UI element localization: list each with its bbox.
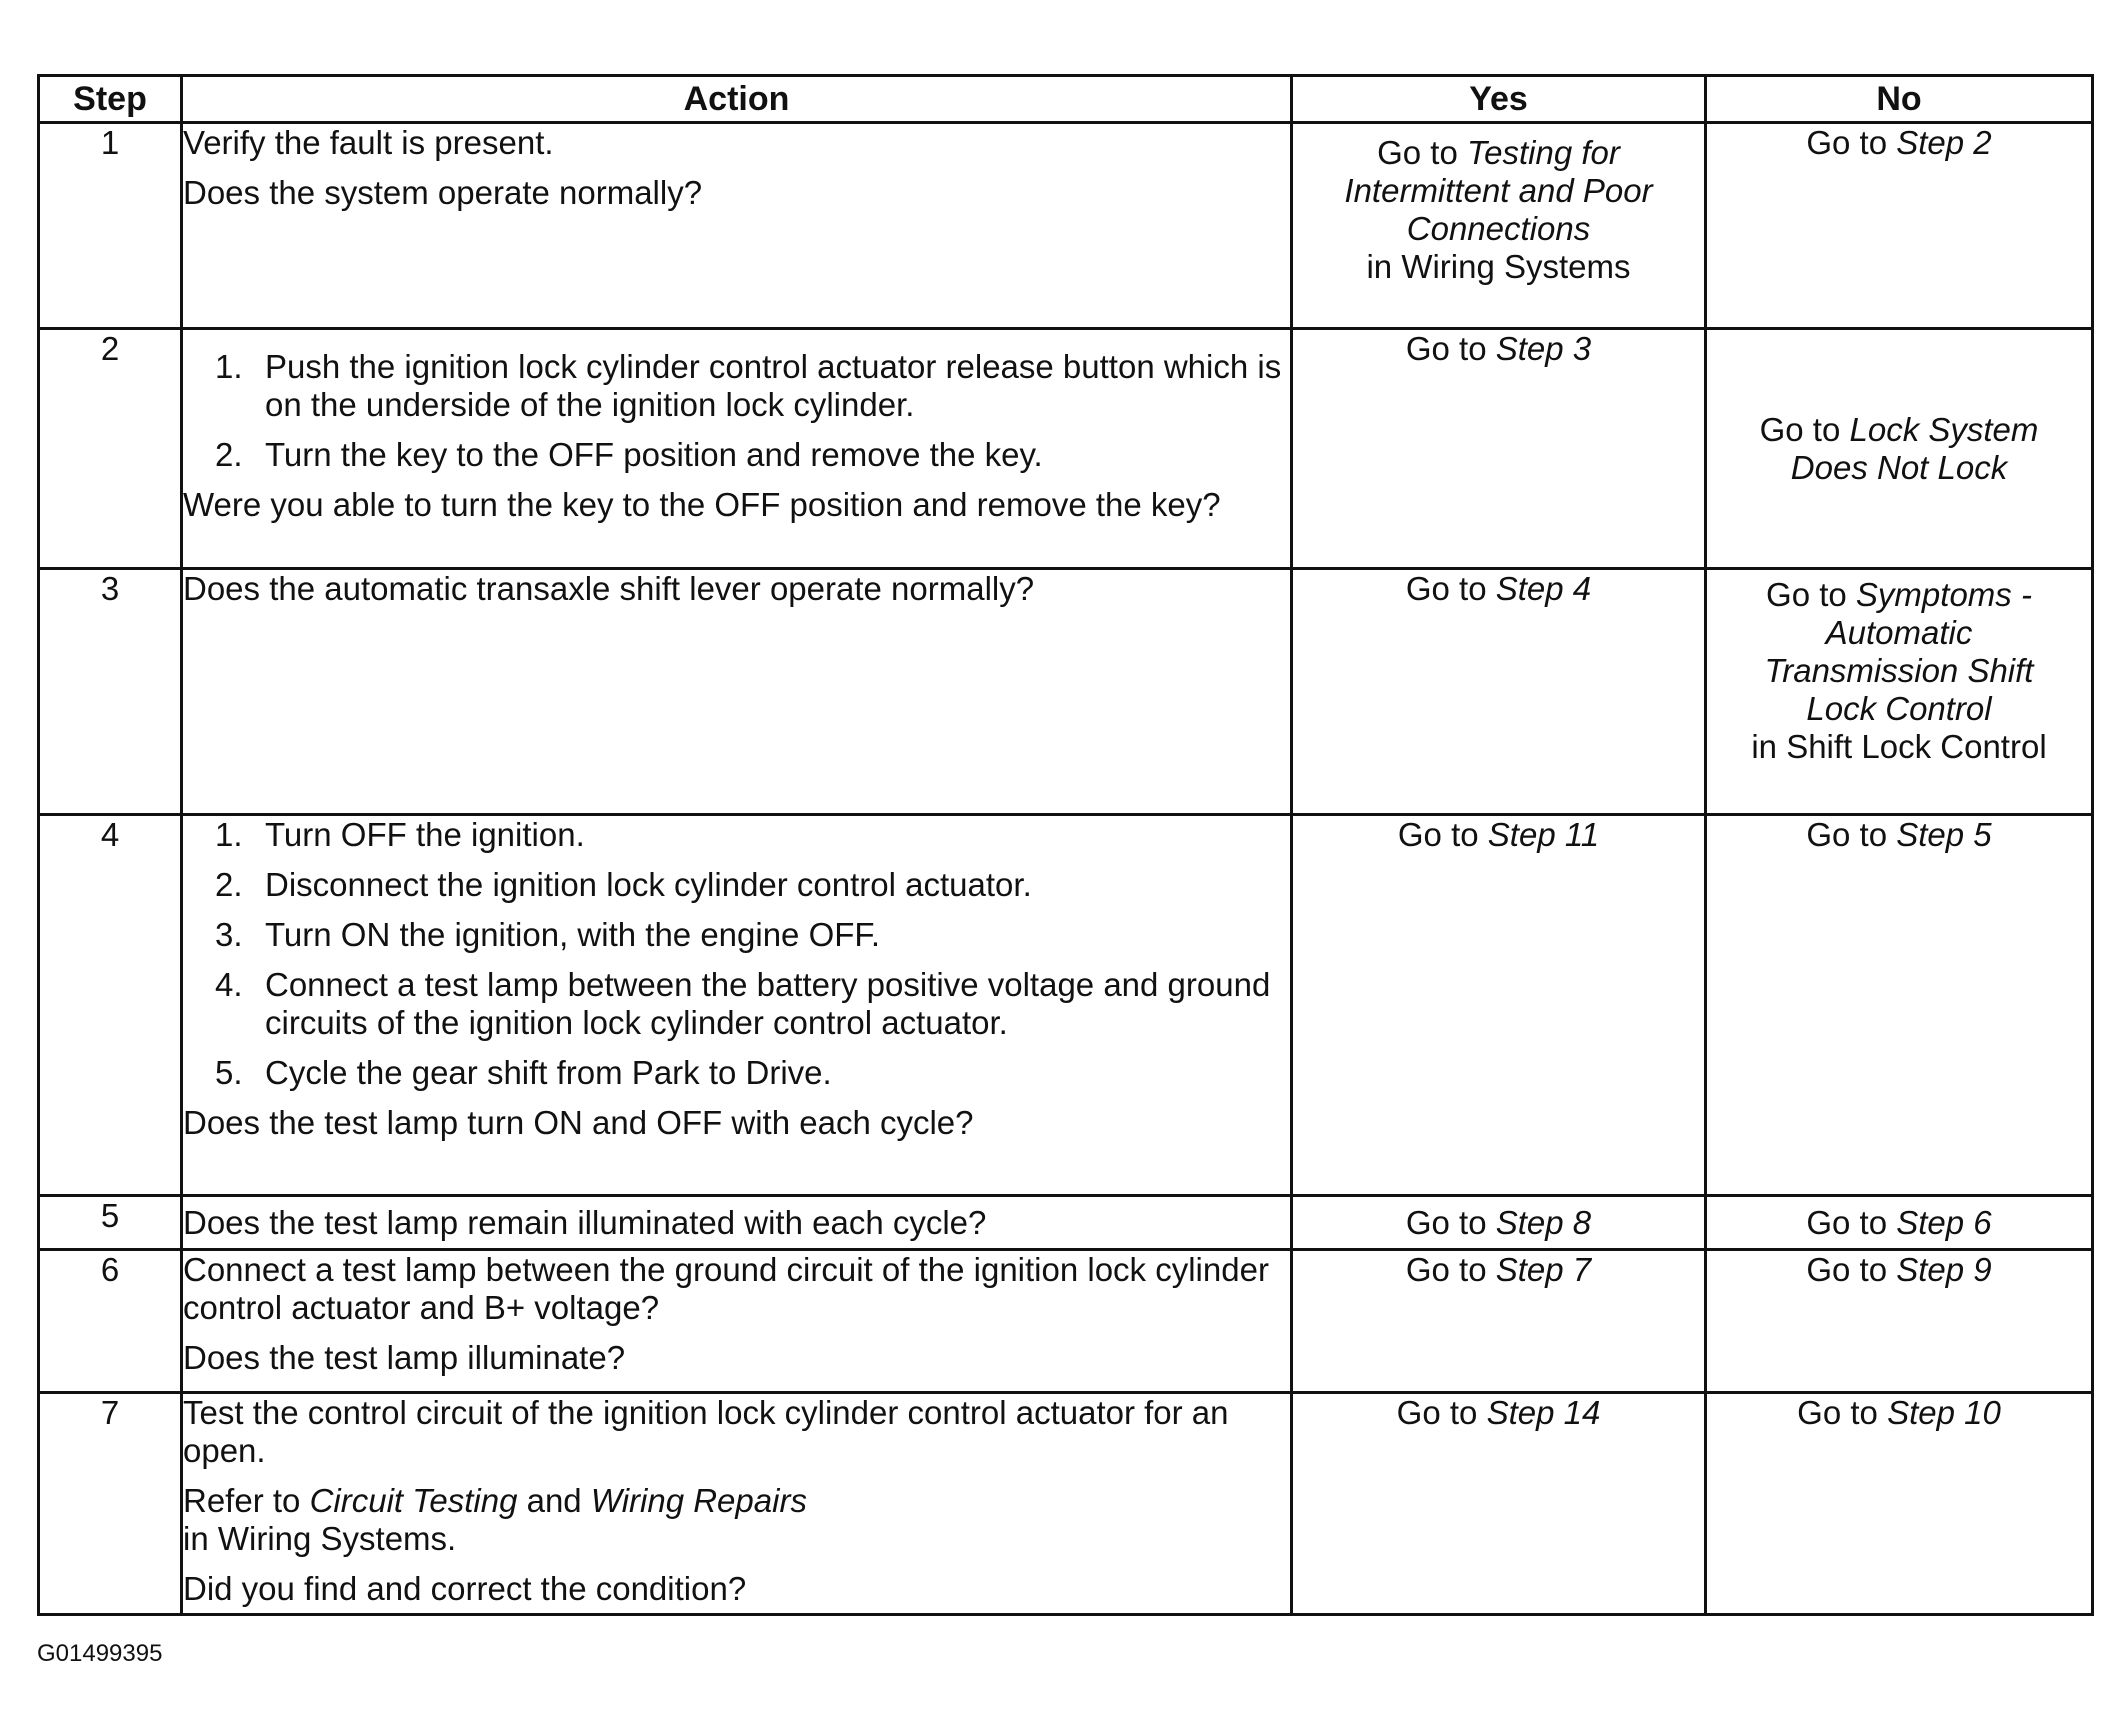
action-cell xyxy=(182,1250,1292,1393)
goto-text: Go to xyxy=(1405,1251,1496,1288)
goto-text: Go to xyxy=(1397,816,1488,853)
no-cell xyxy=(1706,1196,2093,1250)
goto-text: Go to xyxy=(1396,1394,1487,1431)
action-cell xyxy=(182,329,1292,569)
no-cell xyxy=(1706,815,2093,1196)
step-number: 4 xyxy=(39,815,182,1196)
yes-cell xyxy=(1292,1250,1706,1393)
step-link[interactable]: Step 3 xyxy=(1495,330,1592,367)
action-question: Does the test lamp illuminate? xyxy=(183,1339,626,1376)
table-row xyxy=(39,329,2093,569)
procedure-link[interactable]: Lock System Does Not Lock xyxy=(1790,410,2039,486)
no-cell xyxy=(1706,329,2093,569)
yes-cell xyxy=(1292,123,1706,329)
step-link[interactable]: Step 8 xyxy=(1495,1203,1592,1241)
reference-location: in Shift Lock Control xyxy=(1751,728,2047,765)
substep-item: 4. Connect a test lamp between the battery positive voltage and ground circuits of the ignition lock cylinder control actuator. xyxy=(215,966,1271,1041)
step-link[interactable]: Step 9 xyxy=(1896,1251,1992,1288)
table-row xyxy=(39,815,2093,1196)
reference-location: in Wiring Systems. xyxy=(183,1520,457,1557)
table-row xyxy=(39,1250,2093,1393)
action-cell xyxy=(182,1393,1292,1615)
goto-text: Go to xyxy=(1806,1251,1897,1288)
goto-text: Go to xyxy=(1405,1203,1496,1241)
action-question: Does the automatic transaxle shift lever operate normally? xyxy=(183,570,1035,607)
action-question: Does the test lamp turn ON and OFF with each cycle? xyxy=(183,1104,974,1141)
yes-cell xyxy=(1292,815,1706,1196)
step-number: 5 xyxy=(39,1196,182,1250)
step-link[interactable]: Step 11 xyxy=(1487,816,1600,853)
yes-cell xyxy=(1292,569,1706,815)
goto-text: Go to xyxy=(1405,570,1496,607)
table-row xyxy=(39,1196,2093,1250)
action-instruction: Test the control circuit of the ignition lock cylinder control actuator for an open. xyxy=(183,1394,1229,1469)
action-question: Did you find and correct the condition? xyxy=(183,1570,747,1607)
no-cell xyxy=(1706,569,2093,815)
step-link[interactable]: Step 5 xyxy=(1896,816,1992,853)
step-link[interactable]: Step 14 xyxy=(1486,1394,1601,1431)
action-question: Does the test lamp remain illuminated with each cycle? xyxy=(183,1203,987,1241)
figure-code: G01499395 xyxy=(37,1640,163,1667)
step-link[interactable]: Step 2 xyxy=(1896,124,1992,161)
substep-list xyxy=(183,816,1290,1092)
action-cell xyxy=(182,123,1292,329)
substep-item: 1. Push the ignition lock cylinder control actuator release button which is on the underside of the ignition lock cylinder. xyxy=(215,348,1282,423)
step-number: 6 xyxy=(39,1250,182,1393)
step-number: 3 xyxy=(39,569,182,815)
yes-cell xyxy=(1292,1393,1706,1615)
yes-cell xyxy=(1292,1196,1706,1250)
table-header-row xyxy=(39,76,2093,123)
substep-item: 2. Disconnect the ignition lock cylinder control actuator. xyxy=(215,866,1032,903)
action-question: Were you able to turn the key to the OFF position and remove the key? xyxy=(183,486,1221,523)
step-link[interactable]: Step 7 xyxy=(1495,1251,1592,1288)
substep-item: 1. Turn OFF the ignition. xyxy=(215,816,585,853)
step-link[interactable]: Step 4 xyxy=(1495,570,1592,607)
action-cell xyxy=(182,1196,1292,1250)
goto-text: Go to xyxy=(1766,576,1856,613)
goto-text: Go to xyxy=(1759,410,1850,448)
procedure-link[interactable]: Symptoms - Automatic Transmission Shift Lock Control xyxy=(1764,576,2034,727)
action-question: Does the system operate normally? xyxy=(183,174,703,211)
goto-text: Go to xyxy=(1797,1394,1888,1431)
action-instruction: Verify the fault is present. xyxy=(183,124,554,161)
substep-list xyxy=(183,348,1290,474)
goto-text: Go to xyxy=(1377,134,1467,171)
substep-item: 2. Turn the key to the OFF position and remove the key. xyxy=(215,436,1043,473)
header-no: No xyxy=(1706,76,2093,123)
reference-location: in Wiring Systems xyxy=(1366,248,1631,285)
table-row xyxy=(39,123,2093,329)
yes-cell xyxy=(1292,329,1706,569)
diagnostic-table xyxy=(37,74,2094,1616)
circuit-testing-link[interactable]: Circuit Testing xyxy=(309,1482,518,1519)
step-link[interactable]: Step 10 xyxy=(1887,1394,2001,1431)
wiring-repairs-link[interactable]: Wiring Repairs xyxy=(590,1482,807,1519)
header-step: Step xyxy=(39,76,182,123)
substep-item: 3. Turn ON the ignition, with the engine OFF. xyxy=(215,916,881,953)
reference-paragraph: Refer to Circuit Testing and Wiring Repairs in Wiring Systems. xyxy=(183,1482,807,1557)
action-instruction: Connect a test lamp between the ground circuit of the ignition lock cylinder control actuator and B+ voltage? xyxy=(183,1251,1269,1326)
no-cell xyxy=(1706,1393,2093,1615)
goto-text: Go to xyxy=(1806,1203,1897,1241)
table-row xyxy=(39,1393,2093,1615)
action-cell xyxy=(182,569,1292,815)
step-number: 2 xyxy=(39,329,182,569)
goto-text: Go to xyxy=(1405,330,1496,367)
header-action: Action xyxy=(182,76,1292,123)
action-cell xyxy=(182,815,1292,1196)
table-row xyxy=(39,569,2093,815)
step-number: 7 xyxy=(39,1393,182,1615)
procedure-link[interactable]: Testing for Intermittent and Poor Connections xyxy=(1344,134,1653,247)
no-cell xyxy=(1706,1250,2093,1393)
goto-text: Go to xyxy=(1806,124,1897,161)
no-cell xyxy=(1706,123,2093,329)
step-number: 1 xyxy=(39,123,182,329)
goto-text: Go to xyxy=(1806,816,1897,853)
step-link[interactable]: Step 6 xyxy=(1896,1203,1992,1241)
substep-item: 5. Cycle the gear shift from Park to Drive. xyxy=(215,1054,832,1091)
header-yes: Yes xyxy=(1292,76,1706,123)
